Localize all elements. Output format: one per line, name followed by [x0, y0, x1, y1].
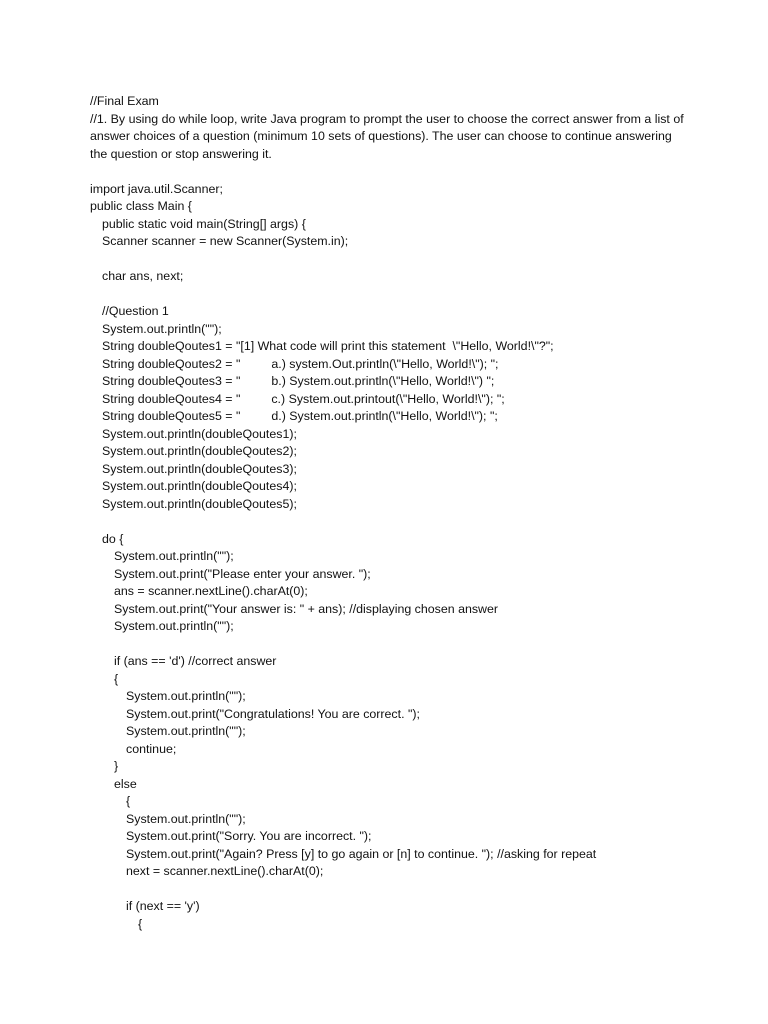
code-line-println-empty: System.out.println(""); [102, 321, 222, 336]
code-line-dq4: String doubleQoutes4 = " c.) System.out.printout(\"Hello, World!\"); "; [102, 391, 505, 406]
code-line-do-open: do { [102, 531, 124, 546]
blank-line [90, 636, 690, 654]
code-line-if-next: if (next == 'y') [126, 899, 200, 913]
blank-line [90, 513, 690, 531]
code-line-print-dq5: System.out.println(doubleQoutes5); [102, 496, 297, 511]
code-line-print-again: System.out.print("Again? Press [y] to go again or [n] to continue. "); //asking for repeat [126, 846, 597, 861]
code-line-print-dq3: System.out.println(doubleQoutes3); [102, 461, 297, 476]
code-line-class-decl: public class Main { [90, 199, 192, 213]
document-content [90, 93, 690, 933]
code-line-read-next: next = scanner.nextLine().charAt(0); [126, 864, 324, 878]
code-line-print-answer: System.out.print("Your answer is: " + ans); //displaying chosen answer [114, 601, 499, 616]
code-line-scanner-decl: Scanner scanner = new Scanner(System.in); [102, 234, 349, 248]
code-line-main-decl: public static void main(String[] args) { [102, 216, 306, 231]
code-line-dq3: String doubleQoutes3 = " b.) System.out.println(\"Hello, World!\") "; [102, 374, 495, 388]
blank-line [90, 163, 690, 181]
code-line-import: import java.util.Scanner; [90, 181, 223, 196]
code-line-println-empty: System.out.println(""); [114, 619, 234, 633]
code-line-println-empty: System.out.println(""); [126, 811, 246, 826]
code-line-else: else [114, 776, 137, 791]
code-line-print-prompt: System.out.print("Please enter your answer. "); [114, 566, 371, 581]
exam-title: //Final Exam [90, 94, 159, 108]
code-line-open-brace: { [126, 794, 131, 808]
code-line-dq2: String doubleQoutes2 = " a.) system.Out.println(\"Hello, World!\"); "; [102, 356, 499, 371]
code-line-close-brace: } [114, 759, 119, 773]
code-line-continue: continue; [126, 741, 177, 756]
code-line-vars-decl: char ans, next; [102, 269, 184, 283]
code-line-print-dq4: System.out.println(doubleQoutes4); [102, 479, 297, 493]
code-line-read-ans: ans = scanner.nextLine().charAt(0); [114, 584, 308, 598]
code-line-dq5: String doubleQoutes5 = " d.) System.out.println(\"Hello, World!\"); "; [102, 409, 498, 423]
code-line-open-brace: { [138, 916, 143, 931]
code-line-println-empty: System.out.println(""); [126, 689, 246, 703]
code-line-dq1: String doubleQoutes1 = "[1] What code will print this statement \"Hello, World!\"?"; [102, 339, 554, 353]
code-line-print-dq2: System.out.println(doubleQoutes2); [102, 444, 297, 458]
blank-line [90, 251, 690, 269]
exam-instructions: //1. By using do while loop, write Java program to prompt the user to choose the correct answer from a list of answer choices of a question (minimum 10 sets of questions). The user can choose to continue answering the question or stop answering it. [90, 111, 684, 161]
blank-line [90, 881, 690, 899]
code-line-println-empty: System.out.println(""); [126, 724, 246, 738]
code-line-print-dq1: System.out.println(doubleQoutes1); [102, 426, 297, 441]
code-line-open-brace: { [114, 671, 119, 686]
code-line-print-congrats: System.out.print("Congratulations! You are correct. "); [126, 706, 420, 721]
code-line-print-sorry: System.out.print("Sorry. You are incorrect. "); [126, 829, 372, 843]
code-line-println-empty: System.out.println(""); [114, 549, 234, 563]
blank-line [90, 286, 690, 304]
code-line-if-correct: if (ans == 'd') //correct answer [114, 654, 277, 668]
code-line-question-comment: //Question 1 [102, 304, 169, 318]
